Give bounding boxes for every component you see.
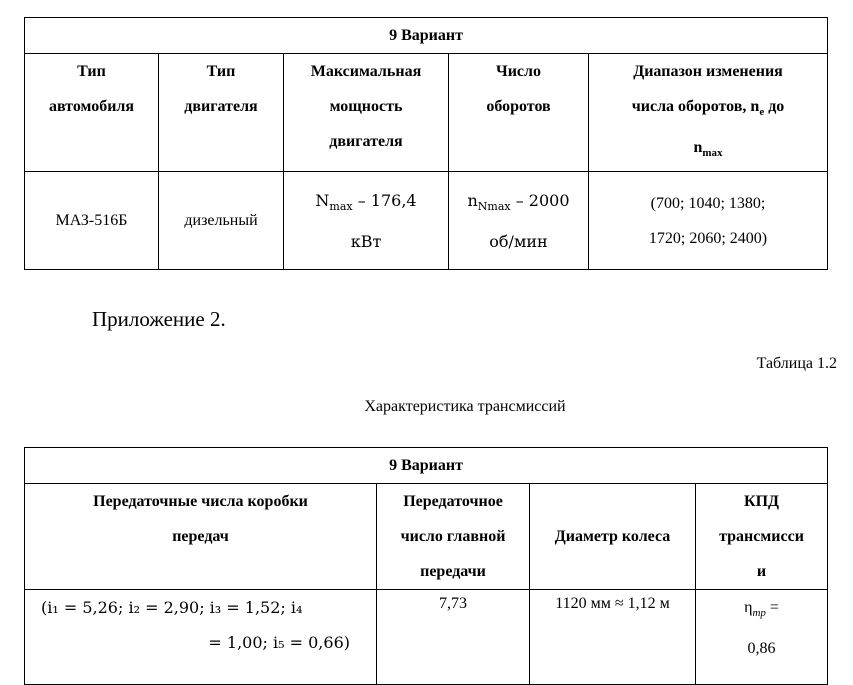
wheel-diameter-header: Диаметр колеса	[530, 484, 696, 590]
main-ratio-cell: 7,73	[377, 590, 530, 685]
main-ratio-header: Передаточное число главной передачи	[377, 484, 530, 590]
efficiency-header: КПД трансмисси и	[696, 484, 828, 590]
wheel-diameter-cell: 1120 мм ≈ 1,12 м	[530, 590, 696, 685]
max-power-cell: $N_{max} - 176,4$ кВт	[284, 172, 449, 270]
engine-table	[24, 17, 828, 270]
table-caption: Характеристика трансмиссий	[364, 398, 566, 415]
rpm-range-cell: (700; 1040; 1380; 1720; 2060; 2400)	[589, 172, 828, 270]
transmission-table	[24, 447, 828, 685]
efficiency-cell: $\eta_{тр}$ = 0,86	[696, 590, 828, 685]
car-type-header: Тип автомобиля	[25, 54, 159, 172]
rpm-cell: $n_{Nmax} - 2000$ об/мин	[449, 172, 589, 270]
appendix-title: Приложение 2.	[92, 307, 226, 331]
rpm-range-header: Диапазон изменения числа оборотов, $n_e$ до $n_{max}$	[589, 54, 828, 172]
gear-ratios-header: Передаточные числа коробки передач	[25, 484, 377, 590]
max-power-header: Максимальная мощность двигателя	[284, 54, 449, 172]
variant-header: 9 Вариант	[25, 18, 828, 54]
engine-type-cell: дизельный	[159, 172, 284, 270]
variant-header-2: 9 Вариант	[25, 448, 828, 484]
rpm-header: Число оборотов	[449, 54, 589, 172]
table-number: Таблица 1.2	[756, 355, 837, 372]
gear-ratios-cell: (i₁ = 5,26; i₂ = 2,90; i₃ = 1,52; i₄ = 1,00; i₅ = 0,66)	[25, 590, 377, 685]
engine-type-header: Тип двигателя	[159, 54, 284, 172]
car-model-cell: МАЗ-516Б	[25, 172, 159, 270]
